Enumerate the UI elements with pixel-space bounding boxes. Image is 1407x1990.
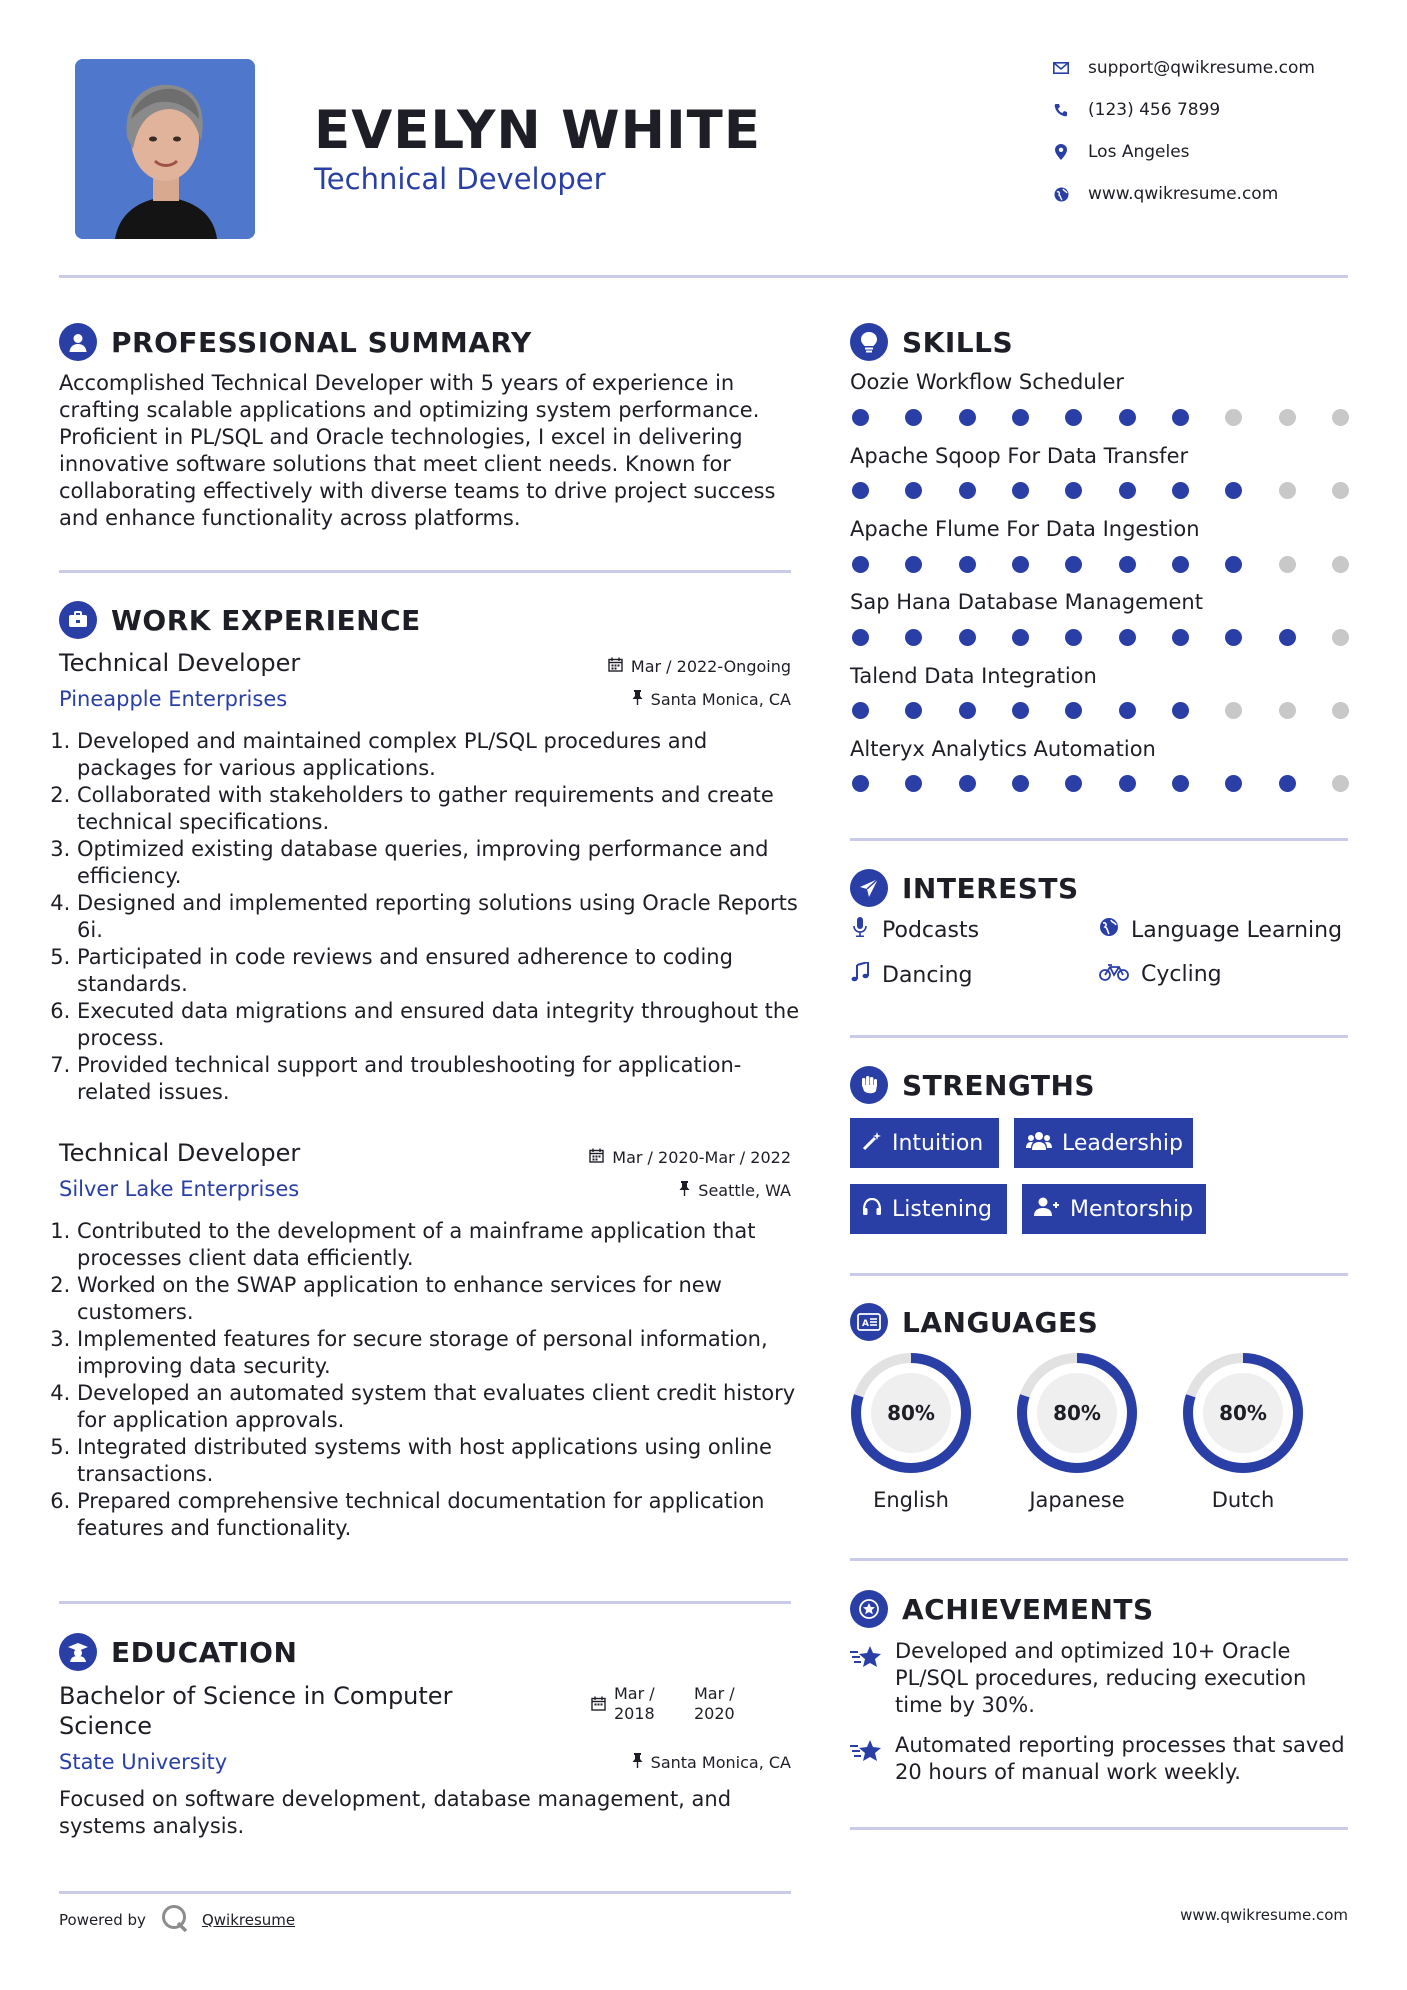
- headphones-icon: [862, 1197, 882, 1221]
- skill-name: Alteryx Analytics Automation: [850, 737, 1156, 761]
- language-name: Dutch: [1211, 1488, 1275, 1512]
- rating-dot-empty: [1332, 482, 1349, 499]
- strengths-divider: [850, 1273, 1348, 1276]
- rating-dot-filled: [1119, 409, 1136, 426]
- rating-dot-filled: [852, 556, 869, 573]
- skill-rating: [852, 409, 1349, 426]
- microphone-icon: [850, 917, 870, 943]
- calendar-icon: [608, 657, 623, 676]
- rating-dot-filled: [905, 556, 922, 573]
- strength-leadership: Leadership: [1014, 1118, 1193, 1168]
- language-percent: 80%: [1053, 1401, 1101, 1425]
- user-icon: [59, 323, 97, 361]
- contact-website[interactable]: www.qwikresume.com: [1050, 182, 1278, 206]
- magic-wand-icon: [862, 1131, 882, 1156]
- achievement-item: Automated reporting processes that saved 20 hours of manual work weekly.: [895, 1733, 1345, 1784]
- achievement-item: Developed and optimized 10+ Oracle PL/SQL procedures, reducing execution time by 30%.: [895, 1639, 1307, 1717]
- globe-icon: [1099, 917, 1119, 943]
- rating-dot-empty: [1332, 409, 1349, 426]
- summary-text: Accomplished Technical Developer with 5 years of experience in crafting scalable applications and optimizing system performance. Proficient in PL/SQL and Oracle technologies, I excel in delivering innovative software solutions that meet client needs. Known for collaborating effectively with diverse teams to drive project success and enhance functionality across platforms.: [59, 371, 776, 530]
- education-dates: [591, 1684, 750, 1724]
- rating-dot-filled: [1065, 775, 1082, 792]
- interest-cycling: Cycling: [1099, 962, 1222, 987]
- interest-podcasts: Podcasts: [850, 917, 979, 943]
- rating-dot-filled: [1225, 775, 1242, 792]
- skills-title: SKILLS: [902, 325, 1014, 359]
- interest-language-learning: Language Learning: [1099, 917, 1342, 943]
- rating-dot-filled: [959, 482, 976, 499]
- envelope-icon: [1050, 62, 1072, 74]
- music-note-icon: [850, 962, 870, 988]
- rating-dot-filled: [1012, 702, 1029, 719]
- interests-heading: [850, 869, 1079, 907]
- language-proficiency-ring: [850, 1352, 972, 1474]
- powered-by-text: Powered by: [59, 1911, 146, 1929]
- skill-rating: [852, 629, 1349, 646]
- strength-listening: Listening: [850, 1184, 1007, 1234]
- map-pin-icon: [1050, 144, 1072, 160]
- languages-title: LANGUAGES: [902, 1305, 1099, 1339]
- duty-item: 2. Collaborated with stakeholders to gather requirements and create technical specifications.: [77, 782, 807, 836]
- rating-dot-filled: [959, 702, 976, 719]
- achievements-title: ACHIEVEMENTS: [902, 1592, 1154, 1626]
- calendar-icon: [589, 1148, 604, 1167]
- languages-heading: [850, 1303, 1098, 1341]
- rating-dot-filled: [1119, 556, 1136, 573]
- rating-dot-filled: [1119, 775, 1136, 792]
- rating-dot-filled: [959, 556, 976, 573]
- rating-dot-empty: [1279, 702, 1296, 719]
- rating-dot-filled: [959, 629, 976, 646]
- rating-dot-filled: [905, 702, 922, 719]
- pushpin-icon: [679, 1181, 690, 1200]
- brand-link[interactable]: Qwikresume: [201, 1911, 296, 1929]
- strengths-title: STRENGTHS: [902, 1068, 1096, 1102]
- language-percent: 80%: [887, 1401, 935, 1425]
- graduate-icon: [59, 1633, 97, 1671]
- calendar-icon: [591, 1696, 606, 1715]
- rating-dot-filled: [1279, 629, 1296, 646]
- rating-dot-filled: [852, 775, 869, 792]
- contact-email[interactable]: support@qwikresume.com: [1050, 56, 1315, 80]
- strength-mentorship: Mentorship: [1022, 1184, 1206, 1234]
- education-end-date: Mar / 2020: [694, 1684, 735, 1723]
- pushpin-icon: [632, 1753, 643, 1772]
- rating-dot-filled: [852, 629, 869, 646]
- rating-dot-filled: [1225, 482, 1242, 499]
- education-school: State University: [59, 1750, 228, 1774]
- strengths-heading: [850, 1066, 1095, 1104]
- duty-item: 3. Optimized existing database queries, improving performance and efficiency.: [77, 836, 807, 890]
- skill-rating: [852, 556, 1349, 573]
- language-icon: [850, 1303, 888, 1341]
- strength-intuition: Intuition: [850, 1118, 999, 1168]
- job-2-dates: Mar / 2020-Mar / 2022: [491, 1148, 791, 1167]
- achievements-divider: [850, 1827, 1348, 1830]
- achievements-heading: [850, 1590, 1154, 1628]
- job-2-company: Silver Lake Enterprises: [59, 1177, 300, 1201]
- job-1-location: Santa Monica, CA: [491, 690, 791, 709]
- rating-dot-filled: [959, 409, 976, 426]
- job-1-role: Technical Developer: [59, 649, 301, 677]
- duty-item: 1. Developed and maintained complex PL/SQL procedures and packages for various applications.: [77, 728, 807, 782]
- globe-icon: [1050, 187, 1072, 202]
- rating-dot-filled: [905, 409, 922, 426]
- footer-branding: [59, 1904, 295, 1936]
- job-2-location: Seattle, WA: [491, 1181, 791, 1200]
- rating-dot-filled: [1225, 629, 1242, 646]
- job-1-company: Pineapple Enterprises: [59, 687, 288, 711]
- summary-title: PROFESSIONAL SUMMARY: [111, 325, 532, 359]
- award-star-icon: [850, 1590, 888, 1628]
- duty-item: 2. Worked on the SWAP application to enhance services for new customers.: [77, 1272, 817, 1326]
- rating-dot-empty: [1225, 409, 1242, 426]
- skill-name: Sap Hana Database Management: [850, 590, 1203, 614]
- rating-dot-filled: [1012, 629, 1029, 646]
- rating-dot-filled: [1065, 409, 1082, 426]
- education-description: Focused on software development, database management, and systems analysis.: [59, 1787, 732, 1838]
- qwikresume-logo-icon: [160, 1904, 190, 1936]
- education-start-date: Mar / 2018: [614, 1684, 655, 1723]
- profile-photo: [75, 59, 255, 239]
- contact-phone[interactable]: (123) 456 7899: [1050, 98, 1220, 122]
- rating-dot-filled: [1172, 409, 1189, 426]
- language-proficiency-ring: [1016, 1352, 1138, 1474]
- education-heading: [59, 1633, 297, 1671]
- rating-dot-filled: [1065, 702, 1082, 719]
- job-1-dates: Mar / 2022-Ongoing: [491, 657, 791, 676]
- rating-dot-filled: [905, 775, 922, 792]
- language-proficiency-ring: [1182, 1352, 1304, 1474]
- interests-title: INTERESTS: [902, 871, 1079, 905]
- skills-heading: [850, 323, 1013, 361]
- rating-dot-filled: [905, 482, 922, 499]
- summary-divider: [59, 570, 791, 573]
- rating-dot-empty: [1225, 702, 1242, 719]
- education-divider: [59, 1891, 791, 1894]
- languages-divider: [850, 1558, 1348, 1561]
- education-degree: Bachelor of Science in Computer Science: [59, 1682, 453, 1740]
- shooting-star-icon: [850, 1644, 884, 1674]
- rating-dot-filled: [1012, 556, 1029, 573]
- lightbulb-icon: [850, 323, 888, 361]
- skill-name: Oozie Workflow Scheduler: [850, 370, 1125, 394]
- language-percent: 80%: [1219, 1401, 1267, 1425]
- bicycle-icon: [1099, 962, 1129, 987]
- duty-item: 5. Integrated distributed systems with host applications using online transactions.: [77, 1434, 817, 1488]
- duty-item: 4. Designed and implemented reporting solutions using Oracle Reports 6i.: [77, 890, 807, 944]
- rating-dot-filled: [1279, 775, 1296, 792]
- duty-item: 5. Participated in code reviews and ensured adherence to coding standards.: [77, 944, 807, 998]
- rating-dot-filled: [852, 409, 869, 426]
- duty-item: 6. Prepared comprehensive technical documentation for application features and functionality.: [77, 1488, 817, 1542]
- rating-dot-filled: [852, 482, 869, 499]
- skill-rating: [852, 775, 1349, 792]
- rating-dot-empty: [1332, 702, 1349, 719]
- rating-dot-filled: [1012, 482, 1029, 499]
- rating-dot-filled: [1065, 556, 1082, 573]
- interests-divider: [850, 1035, 1348, 1038]
- job-1-duties: [59, 728, 807, 1106]
- job-2-role: Technical Developer: [59, 1139, 301, 1167]
- summary-heading: [59, 323, 532, 361]
- job-2-duties: [59, 1218, 817, 1542]
- duty-item: 6. Executed data migrations and ensured data integrity throughout the process.: [77, 998, 807, 1052]
- skills-divider: [850, 838, 1348, 841]
- rating-dot-filled: [1225, 556, 1242, 573]
- skill-rating: [852, 702, 1349, 719]
- experience-heading: [59, 601, 421, 639]
- user-plus-icon: [1034, 1197, 1060, 1222]
- header-divider: [59, 275, 1348, 278]
- rating-dot-filled: [1172, 702, 1189, 719]
- rating-dot-filled: [1012, 775, 1029, 792]
- rating-dot-empty: [1279, 482, 1296, 499]
- duty-item: 4. Developed an automated system that evaluates client credit history for application approvals.: [77, 1380, 817, 1434]
- experience-divider: [59, 1601, 791, 1604]
- skill-rating: [852, 482, 1349, 499]
- briefcase-icon: [59, 601, 97, 639]
- rating-dot-filled: [1172, 629, 1189, 646]
- raised-fist-icon: [850, 1066, 888, 1104]
- paper-plane-icon: [850, 869, 888, 907]
- rating-dot-empty: [1279, 409, 1296, 426]
- skill-name: Apache Sqoop For Data Transfer: [850, 444, 1189, 468]
- rating-dot-filled: [1172, 556, 1189, 573]
- rating-dot-filled: [1172, 482, 1189, 499]
- candidate-name: EVELYN WHITE: [314, 100, 762, 161]
- duty-item: 1. Contributed to the development of a mainframe application that processes client data efficiently.: [77, 1218, 817, 1272]
- shooting-star-icon: [850, 1738, 884, 1768]
- rating-dot-empty: [1332, 775, 1349, 792]
- interest-dancing: Dancing: [850, 962, 972, 988]
- rating-dot-filled: [1119, 629, 1136, 646]
- phone-icon: [1050, 103, 1072, 117]
- rating-dot-filled: [1119, 482, 1136, 499]
- duty-item: 7. Provided technical support and troubleshooting for application-related issues.: [77, 1052, 807, 1106]
- rating-dot-empty: [1332, 629, 1349, 646]
- contact-location: Los Angeles: [1050, 140, 1190, 164]
- footer-url[interactable]: www.qwikresume.com: [1180, 1906, 1348, 1924]
- experience-title: WORK EXPERIENCE: [111, 603, 421, 637]
- rating-dot-filled: [852, 702, 869, 719]
- rating-dot-filled: [1172, 775, 1189, 792]
- education-location: Santa Monica, CA: [491, 1753, 791, 1772]
- rating-dot-filled: [905, 629, 922, 646]
- users-icon: [1026, 1131, 1052, 1156]
- rating-dot-filled: [1119, 702, 1136, 719]
- candidate-title: Technical Developer: [314, 162, 606, 196]
- rating-dot-filled: [1065, 482, 1082, 499]
- skill-name: Talend Data Integration: [850, 664, 1097, 688]
- duty-item: 3. Implemented features for secure storage of personal information, improving data security.: [77, 1326, 817, 1380]
- rating-dot-filled: [1065, 629, 1082, 646]
- rating-dot-empty: [1332, 556, 1349, 573]
- language-name: English: [873, 1488, 949, 1512]
- pushpin-icon: [632, 690, 643, 709]
- skill-name: Apache Flume For Data Ingestion: [850, 517, 1200, 541]
- rating-dot-empty: [1279, 556, 1296, 573]
- education-title: EDUCATION: [111, 1635, 298, 1669]
- rating-dot-filled: [959, 775, 976, 792]
- language-name: Japanese: [1029, 1488, 1125, 1512]
- rating-dot-filled: [1012, 409, 1029, 426]
- svg-text:A: A: [862, 1319, 869, 1329]
